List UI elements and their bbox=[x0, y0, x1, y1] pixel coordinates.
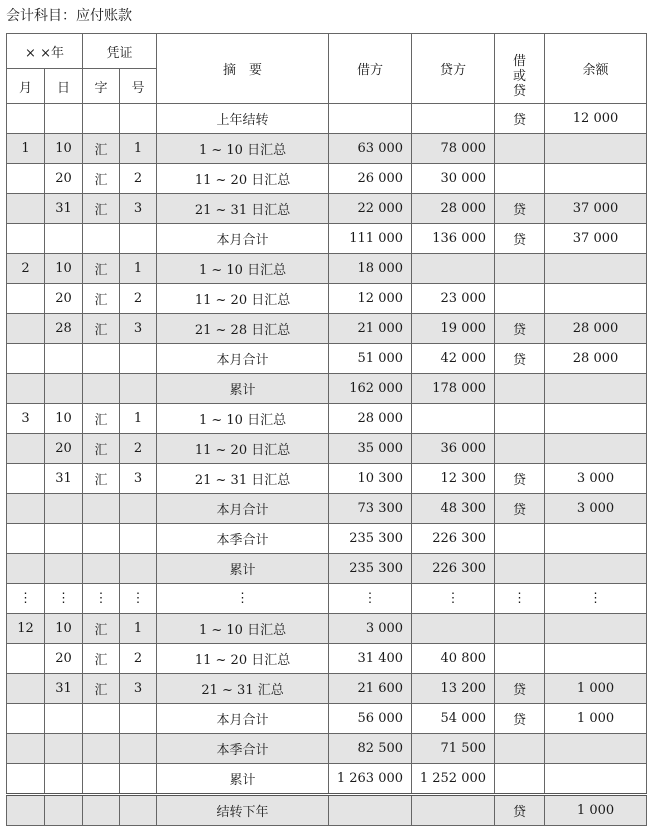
month-cell bbox=[7, 734, 45, 764]
month-cell bbox=[7, 674, 45, 704]
debit-cell: 22 000 bbox=[329, 194, 412, 224]
debit-cell: 63 000 bbox=[329, 134, 412, 164]
table-row bbox=[7, 224, 647, 254]
credit-cell: 178 000 bbox=[412, 374, 495, 404]
balance-header: 余额 bbox=[545, 34, 647, 104]
voucher-number-cell bbox=[120, 734, 157, 764]
voucher-number-cell bbox=[120, 554, 157, 584]
voucher-type-cell: 汇 bbox=[83, 614, 120, 644]
day-cell bbox=[45, 344, 83, 374]
day-cell bbox=[45, 374, 83, 404]
voucher-type-cell bbox=[83, 374, 120, 404]
voucher-type-cell bbox=[83, 224, 120, 254]
direction-cell: 贷 bbox=[495, 704, 545, 734]
direction-cell bbox=[495, 254, 545, 284]
summary-cell: 21 ~ 31 日汇总 bbox=[157, 194, 329, 224]
table-row bbox=[7, 284, 647, 314]
debit-cell: ⋮ bbox=[329, 584, 412, 614]
balance-cell: 3 000 bbox=[545, 494, 647, 524]
balance-cell: ⋮ bbox=[545, 584, 647, 614]
balance-cell: 1 000 bbox=[545, 674, 647, 704]
day-cell: 31 bbox=[45, 674, 83, 704]
debit-cell: 31 400 bbox=[329, 644, 412, 674]
month-cell bbox=[7, 194, 45, 224]
table-row bbox=[7, 795, 647, 826]
summary-cell: 11 ~ 20 日汇总 bbox=[157, 644, 329, 674]
voucher-number-cell: 1 bbox=[120, 404, 157, 434]
table-row bbox=[7, 494, 647, 524]
table-row bbox=[7, 254, 647, 284]
month-cell: 2 bbox=[7, 254, 45, 284]
balance-cell: 28 000 bbox=[545, 344, 647, 374]
credit-cell: ⋮ bbox=[412, 584, 495, 614]
day-cell: 20 bbox=[45, 164, 83, 194]
voucher-type-cell: 汇 bbox=[83, 434, 120, 464]
voucher-type-cell: 汇 bbox=[83, 674, 120, 704]
voucher-type-cell bbox=[83, 524, 120, 554]
day-cell bbox=[45, 524, 83, 554]
direction-cell bbox=[495, 134, 545, 164]
credit-header: 贷方 bbox=[412, 34, 495, 104]
voucher-type-cell bbox=[83, 554, 120, 584]
month-cell bbox=[7, 224, 45, 254]
table-row bbox=[7, 704, 647, 734]
voucher-type-cell: 汇 bbox=[83, 404, 120, 434]
summary-cell: 11 ~ 20 日汇总 bbox=[157, 284, 329, 314]
month-cell bbox=[7, 494, 45, 524]
credit-cell: 136 000 bbox=[412, 224, 495, 254]
month-cell bbox=[7, 374, 45, 404]
table-row bbox=[7, 344, 647, 374]
voucher-number-cell bbox=[120, 764, 157, 795]
credit-cell: 226 300 bbox=[412, 554, 495, 584]
direction-cell: 贷 bbox=[495, 464, 545, 494]
balance-cell bbox=[545, 734, 647, 764]
balance-cell bbox=[545, 524, 647, 554]
direction-cell: ⋮ bbox=[495, 584, 545, 614]
voucher-type-cell: 汇 bbox=[83, 254, 120, 284]
month-cell bbox=[7, 104, 45, 134]
debit-cell: 111 000 bbox=[329, 224, 412, 254]
summary-cell: 结转下年 bbox=[157, 795, 329, 826]
month-cell bbox=[7, 164, 45, 194]
voucher-number-cell: 3 bbox=[120, 314, 157, 344]
debit-cell: 162 000 bbox=[329, 374, 412, 404]
direction-cell bbox=[495, 614, 545, 644]
summary-cell: ⋮ bbox=[157, 584, 329, 614]
day-cell: ⋮ bbox=[45, 584, 83, 614]
table-row bbox=[7, 314, 647, 344]
balance-cell: 1 000 bbox=[545, 795, 647, 826]
balance-cell: 12 000 bbox=[545, 104, 647, 134]
debit-cell: 21 600 bbox=[329, 674, 412, 704]
table-row bbox=[7, 554, 647, 584]
day-cell bbox=[45, 734, 83, 764]
direction-cell bbox=[495, 524, 545, 554]
voucher-type-cell bbox=[83, 734, 120, 764]
summary-cell: 1 ~ 10 日汇总 bbox=[157, 404, 329, 434]
direction-cell: 贷 bbox=[495, 494, 545, 524]
month-cell bbox=[7, 434, 45, 464]
debit-cell: 10 300 bbox=[329, 464, 412, 494]
credit-cell: 42 000 bbox=[412, 344, 495, 374]
credit-cell: 40 800 bbox=[412, 644, 495, 674]
voucher-number-cell: 2 bbox=[120, 644, 157, 674]
voucher-number-cell: 1 bbox=[120, 254, 157, 284]
table-row bbox=[7, 644, 647, 674]
credit-cell: 54 000 bbox=[412, 704, 495, 734]
debit-header: 借方 bbox=[329, 34, 412, 104]
credit-cell bbox=[412, 404, 495, 434]
credit-cell bbox=[412, 254, 495, 284]
summary-cell: 本月合计 bbox=[157, 704, 329, 734]
balance-cell bbox=[545, 254, 647, 284]
day-cell bbox=[45, 104, 83, 134]
balance-cell bbox=[545, 164, 647, 194]
balance-cell bbox=[545, 614, 647, 644]
month-cell bbox=[7, 764, 45, 795]
month-cell bbox=[7, 524, 45, 554]
direction-cell bbox=[495, 374, 545, 404]
voucher-type-cell: 汇 bbox=[83, 644, 120, 674]
balance-cell bbox=[545, 284, 647, 314]
voucher-type-cell: 汇 bbox=[83, 284, 120, 314]
summary-cell: 21 ~ 31 汇总 bbox=[157, 674, 329, 704]
credit-cell: 28 000 bbox=[412, 194, 495, 224]
voucher-type-cell bbox=[83, 764, 120, 795]
voucher-number-cell bbox=[120, 494, 157, 524]
summary-cell: 1 ~ 10 日汇总 bbox=[157, 134, 329, 164]
credit-cell: 19 000 bbox=[412, 314, 495, 344]
direction-cell: 贷 bbox=[495, 224, 545, 254]
day-cell bbox=[45, 795, 83, 826]
direction-header bbox=[495, 34, 545, 104]
summary-cell: 11 ~ 20 日汇总 bbox=[157, 434, 329, 464]
debit-cell: 28 000 bbox=[329, 404, 412, 434]
voucher-type-cell bbox=[83, 704, 120, 734]
day-cell: 10 bbox=[45, 404, 83, 434]
credit-cell: 48 300 bbox=[412, 494, 495, 524]
hao-header: 号 bbox=[120, 69, 157, 104]
day-cell: 20 bbox=[45, 284, 83, 314]
table-row bbox=[7, 584, 647, 614]
day-cell bbox=[45, 764, 83, 795]
summary-cell: 1 ~ 10 日汇总 bbox=[157, 254, 329, 284]
summary-header: 摘 要 bbox=[157, 34, 329, 104]
balance-cell: 1 000 bbox=[545, 704, 647, 734]
debit-cell: 51 000 bbox=[329, 344, 412, 374]
month-cell: ⋮ bbox=[7, 584, 45, 614]
debit-cell: 21 000 bbox=[329, 314, 412, 344]
month-cell bbox=[7, 464, 45, 494]
voucher-number-cell bbox=[120, 795, 157, 826]
direction-cell: 贷 bbox=[495, 314, 545, 344]
credit-cell: 226 300 bbox=[412, 524, 495, 554]
credit-cell: 36 000 bbox=[412, 434, 495, 464]
balance-cell: 3 000 bbox=[545, 464, 647, 494]
debit-cell: 235 300 bbox=[329, 554, 412, 584]
direction-cell bbox=[495, 404, 545, 434]
voucher-type-cell bbox=[83, 494, 120, 524]
voucher-number-cell bbox=[120, 104, 157, 134]
balance-cell bbox=[545, 374, 647, 404]
debit-cell: 82 500 bbox=[329, 734, 412, 764]
voucher-number-cell: ⋮ bbox=[120, 584, 157, 614]
debit-cell: 18 000 bbox=[329, 254, 412, 284]
month-cell bbox=[7, 795, 45, 826]
balance-cell bbox=[545, 134, 647, 164]
table-row bbox=[7, 734, 647, 764]
day-cell: 10 bbox=[45, 134, 83, 164]
credit-cell bbox=[412, 795, 495, 826]
credit-cell: 12 300 bbox=[412, 464, 495, 494]
day-cell: 20 bbox=[45, 434, 83, 464]
summary-cell: 21 ~ 31 日汇总 bbox=[157, 464, 329, 494]
day-cell bbox=[45, 494, 83, 524]
voucher-type-cell bbox=[83, 795, 120, 826]
year-header: × ×年 bbox=[7, 34, 83, 69]
ledger-table bbox=[6, 33, 647, 826]
month-cell: 1 bbox=[7, 134, 45, 164]
voucher-number-cell bbox=[120, 224, 157, 254]
balance-cell bbox=[545, 554, 647, 584]
voucher-number-cell bbox=[120, 374, 157, 404]
debit-cell: 12 000 bbox=[329, 284, 412, 314]
voucher-number-cell: 3 bbox=[120, 194, 157, 224]
voucher-type-cell bbox=[83, 104, 120, 134]
voucher-number-cell bbox=[120, 344, 157, 374]
day-cell: 10 bbox=[45, 254, 83, 284]
direction-cell bbox=[495, 284, 545, 314]
balance-cell: 37 000 bbox=[545, 224, 647, 254]
month-cell: 3 bbox=[7, 404, 45, 434]
direction-cell: 贷 bbox=[495, 674, 545, 704]
voucher-type-cell: 汇 bbox=[83, 134, 120, 164]
debit-cell: 35 000 bbox=[329, 434, 412, 464]
credit-cell: 1 252 000 bbox=[412, 764, 495, 795]
balance-cell bbox=[545, 764, 647, 795]
ledger-body bbox=[7, 104, 647, 826]
summary-cell: 本季合计 bbox=[157, 524, 329, 554]
balance-cell: 37 000 bbox=[545, 194, 647, 224]
summary-cell: 本月合计 bbox=[157, 224, 329, 254]
direction-cell: 贷 bbox=[495, 104, 545, 134]
direction-cell bbox=[495, 554, 545, 584]
balance-cell bbox=[545, 644, 647, 674]
table-row bbox=[7, 464, 647, 494]
credit-cell: 78 000 bbox=[412, 134, 495, 164]
month-cell bbox=[7, 554, 45, 584]
summary-cell: 11 ~ 20 日汇总 bbox=[157, 164, 329, 194]
voucher-number-cell: 3 bbox=[120, 464, 157, 494]
voucher-number-cell: 1 bbox=[120, 134, 157, 164]
direction-cell bbox=[495, 734, 545, 764]
credit-cell: 23 000 bbox=[412, 284, 495, 314]
debit-cell bbox=[329, 795, 412, 826]
direction-cell bbox=[495, 164, 545, 194]
table-row bbox=[7, 764, 647, 795]
credit-cell bbox=[412, 104, 495, 134]
voucher-number-cell: 2 bbox=[120, 434, 157, 464]
voucher-number-cell: 2 bbox=[120, 284, 157, 314]
summary-cell: 本月合计 bbox=[157, 494, 329, 524]
voucher-type-cell: 汇 bbox=[83, 164, 120, 194]
direction-cell bbox=[495, 764, 545, 795]
summary-cell: 累计 bbox=[157, 764, 329, 795]
voucher-type-cell: 汇 bbox=[83, 314, 120, 344]
month-cell bbox=[7, 284, 45, 314]
day-header: 日 bbox=[45, 69, 83, 104]
month-cell bbox=[7, 644, 45, 674]
voucher-number-cell bbox=[120, 704, 157, 734]
balance-cell: 28 000 bbox=[545, 314, 647, 344]
voucher-type-cell: ⋮ bbox=[83, 584, 120, 614]
credit-cell: 71 500 bbox=[412, 734, 495, 764]
voucher-number-cell: 1 bbox=[120, 614, 157, 644]
zi-header: 字 bbox=[83, 69, 120, 104]
summary-cell: 上年结转 bbox=[157, 104, 329, 134]
summary-cell: 1 ~ 10 日汇总 bbox=[157, 614, 329, 644]
day-cell: 31 bbox=[45, 464, 83, 494]
day-cell: 20 bbox=[45, 644, 83, 674]
debit-cell: 56 000 bbox=[329, 704, 412, 734]
credit-cell bbox=[412, 614, 495, 644]
month-cell: 12 bbox=[7, 614, 45, 644]
debit-cell: 73 300 bbox=[329, 494, 412, 524]
month-cell bbox=[7, 314, 45, 344]
table-row bbox=[7, 374, 647, 404]
table-row bbox=[7, 524, 647, 554]
month-header: 月 bbox=[7, 69, 45, 104]
voucher-header: 凭证 bbox=[83, 34, 157, 69]
balance-cell bbox=[545, 404, 647, 434]
month-cell bbox=[7, 344, 45, 374]
day-cell: 28 bbox=[45, 314, 83, 344]
summary-cell: 累计 bbox=[157, 374, 329, 404]
debit-cell: 26 000 bbox=[329, 164, 412, 194]
table-row bbox=[7, 164, 647, 194]
table-row bbox=[7, 134, 647, 164]
table-row bbox=[7, 404, 647, 434]
debit-cell: 235 300 bbox=[329, 524, 412, 554]
day-cell bbox=[45, 704, 83, 734]
voucher-type-cell bbox=[83, 344, 120, 374]
voucher-number-cell: 3 bbox=[120, 674, 157, 704]
summary-cell: 21 ~ 28 日汇总 bbox=[157, 314, 329, 344]
day-cell: 10 bbox=[45, 614, 83, 644]
direction-cell bbox=[495, 434, 545, 464]
summary-cell: 本月合计 bbox=[157, 344, 329, 374]
account-caption: 会计科目：应付账款 bbox=[6, 8, 132, 24]
summary-cell: 累计 bbox=[157, 554, 329, 584]
direction-cell: 贷 bbox=[495, 344, 545, 374]
voucher-number-cell bbox=[120, 524, 157, 554]
voucher-type-cell: 汇 bbox=[83, 464, 120, 494]
credit-cell: 13 200 bbox=[412, 674, 495, 704]
table-row bbox=[7, 674, 647, 704]
direction-cell: 贷 bbox=[495, 194, 545, 224]
voucher-type-cell: 汇 bbox=[83, 194, 120, 224]
day-cell bbox=[45, 554, 83, 584]
direction-cell: 贷 bbox=[495, 795, 545, 826]
voucher-number-cell: 2 bbox=[120, 164, 157, 194]
debit-cell bbox=[329, 104, 412, 134]
summary-cell: 本季合计 bbox=[157, 734, 329, 764]
debit-cell: 1 263 000 bbox=[329, 764, 412, 795]
table-row bbox=[7, 614, 647, 644]
table-row bbox=[7, 434, 647, 464]
month-cell bbox=[7, 704, 45, 734]
day-cell bbox=[45, 224, 83, 254]
table-row bbox=[7, 104, 647, 134]
debit-cell: 3 000 bbox=[329, 614, 412, 644]
direction-cell bbox=[495, 644, 545, 674]
balance-cell bbox=[545, 434, 647, 464]
direction-header-text: 借 或 贷 bbox=[513, 53, 527, 99]
credit-cell: 30 000 bbox=[412, 164, 495, 194]
table-row bbox=[7, 194, 647, 224]
day-cell: 31 bbox=[45, 194, 83, 224]
